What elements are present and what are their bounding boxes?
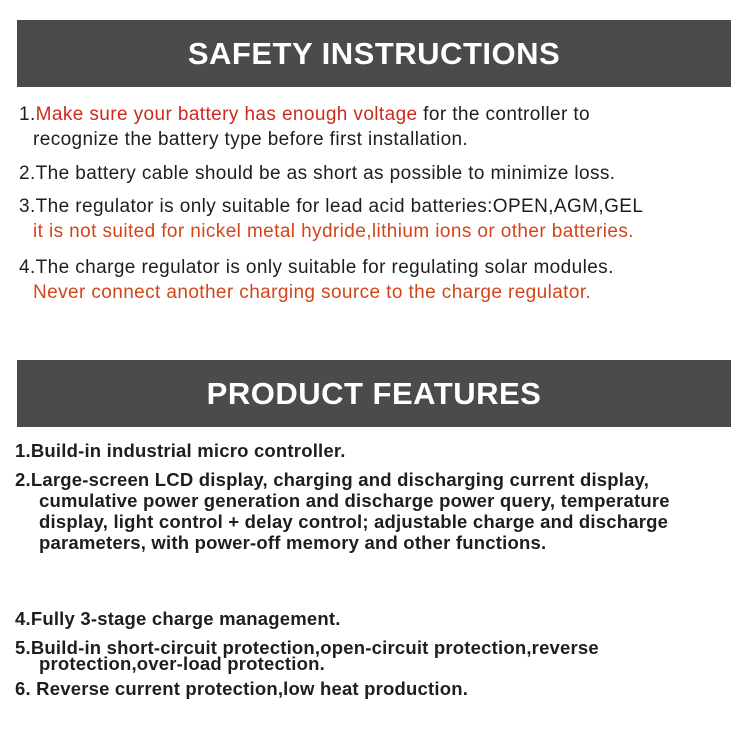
feature-item-6-text: Reverse current protection,low heat production. — [30, 678, 469, 699]
feature-item-5-number: 5. — [15, 637, 31, 658]
safety-item-4-note: Never connect another charging source to the charge regulator. — [33, 282, 592, 303]
safety-instructions-title: SAFETY INSTRUCTIONS — [187, 35, 561, 71]
feature-item-4-text: Fully 3-stage charge management. — [30, 608, 341, 629]
feature-item-2-number: 2. — [15, 469, 31, 490]
feature-item-2-line-3: display, light control + delay control; adjustable charge and discharge — [39, 511, 669, 532]
safety-item-2-number: 2. — [19, 163, 36, 184]
safety-item-1 — [19, 104, 590, 126]
safety-item-1-highlight: Make sure your battery has enough voltage — [35, 104, 418, 125]
feature-item-1 — [15, 440, 346, 462]
safety-item-3-text: The regulator is only suitable for lead acid batteries:OPEN,AGM,GEL — [35, 196, 644, 217]
feature-item-2-line-2: cumulative power generation and discharge power query, temperature — [39, 490, 670, 511]
safety-item-1-number: 1. — [19, 104, 36, 125]
safety-item-3-number: 3. — [19, 196, 36, 217]
safety-item-4-text: The charge regulator is only suitable for regulating solar modules. — [35, 257, 614, 278]
feature-item-1-number: 1. — [15, 440, 31, 461]
feature-item-2-line-1: Large-screen LCD display, charging and discharging current display, — [30, 469, 650, 490]
feature-item-2 — [15, 469, 649, 491]
safety-item-1-text: for the controller to — [417, 104, 590, 125]
feature-item-5-line-1: Build-in short-circuit protection,open-circuit protection,reverse — [30, 637, 599, 658]
feature-item-6-number: 6. — [15, 678, 31, 699]
safety-item-1-line2: recognize the battery type before first installation. — [33, 129, 469, 150]
feature-item-2-line-4: parameters, with power-off memory and other functions. — [39, 532, 547, 553]
feature-item-1-text: Build-in industrial micro controller. — [30, 440, 346, 461]
product-features-title: PRODUCT FEATURES — [206, 375, 542, 411]
feature-item-6 — [15, 678, 468, 700]
safety-item-4-number: 4. — [19, 257, 36, 278]
safety-item-2-text: The battery cable should be as short as possible to minimize loss. — [35, 163, 616, 184]
feature-item-4-number: 4. — [15, 608, 31, 629]
product-features-banner — [17, 360, 731, 427]
safety-item-4 — [19, 257, 614, 279]
safety-item-2 — [19, 163, 615, 185]
safety-instructions-banner — [17, 20, 731, 87]
feature-item-4 — [15, 608, 341, 630]
safety-item-3 — [19, 196, 643, 218]
safety-item-3-note: it is not suited for nickel metal hydride,lithium ions or other batteries. — [33, 221, 634, 242]
feature-item-5-line-2: protection,over-load protection. — [39, 653, 325, 674]
